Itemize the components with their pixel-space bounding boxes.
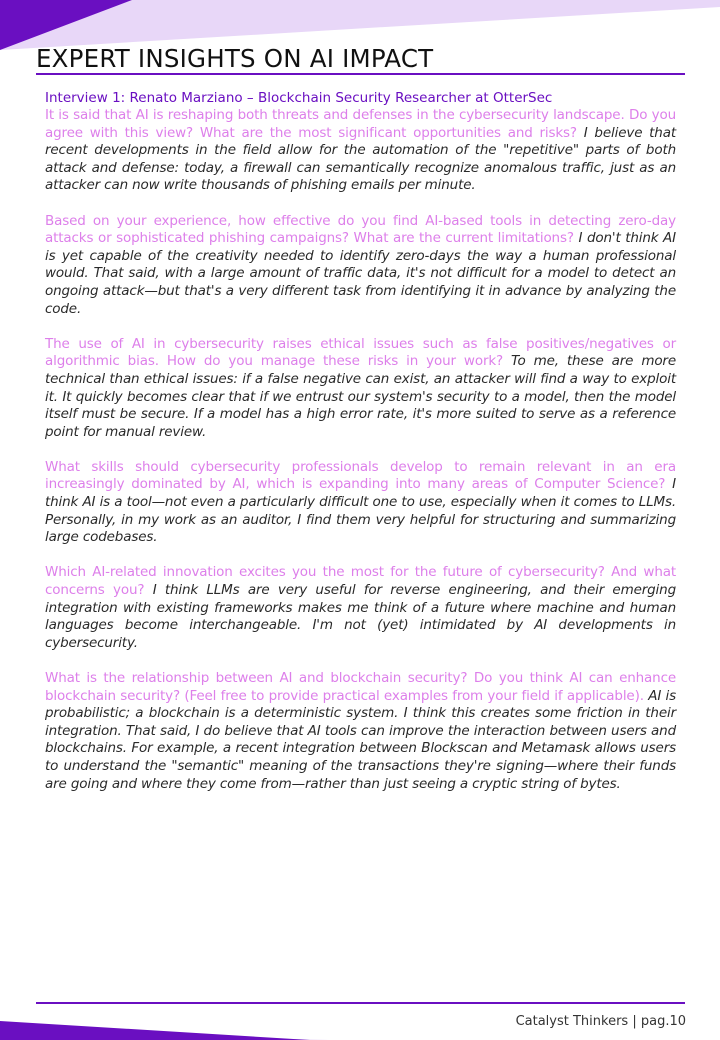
question-text: What skills should cybersecurity professionals develop to remain relevant in an era increasingly dominated by AI, which is expanding into many areas of Computer Science? bbox=[45, 458, 676, 493]
title-divider bbox=[36, 73, 685, 75]
qa-item bbox=[45, 336, 676, 442]
bottom-decoration bbox=[0, 1010, 720, 1040]
top-decoration bbox=[0, 0, 720, 50]
answer-text: I think AI is a tool—not even a particularly difficult one to use, especially when it comes to LLMs. Personally, in my work as an auditor, I find them very helpful for structuring and summarizing large codebases. bbox=[45, 476, 676, 546]
answer-text: I believe that recent developments in the field allow for the automation of the "repetitive" parts of both attack and defense: today, a firewall can semantically recognize anomalous traffic, just as an attacker can now write thousands of phishing emails per minute. bbox=[45, 124, 676, 194]
question-text: What is the relationship between AI and blockchain security? Do you think AI can enhance blockchain security? (Feel free to provide practical examples from your field if applicable). bbox=[45, 670, 676, 704]
qa-item bbox=[45, 213, 676, 319]
interview-heading: Interview 1: Renato Marziano – Blockchain Security Researcher at OtterSec bbox=[45, 90, 553, 106]
footer-divider bbox=[36, 1002, 685, 1004]
answer-text: I think LLMs are very useful for reverse engineering, and their emerging integration with existing frameworks makes me think of a future where machine and human languages become interchangeable. I'm not (yet) intimidated by AI developments in cybersecurity. bbox=[45, 582, 676, 651]
qa-item bbox=[45, 459, 676, 547]
answer-text: To me, these are more technical than ethical issues: if a false negative can exist, an attacker will find a way to exploit it. It quickly becomes clear that if we entrust our system's security to a model, then the model itself must be secure. If a model has a high error rate, it's more suited to serve as a reference point for manual review. bbox=[45, 353, 676, 440]
question-text: The use of AI in cybersecurity raises ethical issues such as false positives/negatives or algorithmic bias. How do you manage these risks in your work? bbox=[45, 335, 676, 370]
page-title: EXPERT INSIGHTS ON AI IMPACT bbox=[36, 44, 434, 73]
qa-item bbox=[45, 107, 676, 195]
interview-content bbox=[45, 89, 676, 811]
question-text: Which AI-related innovation excites you the most for the future of cybersecurity? And what concerns you? bbox=[45, 564, 676, 599]
answer-text: I don't think AI is yet capable of the creativity needed to identify zero-days the way a human professional would. That said, with a large amount of traffic data, it's not difficult for a model to detect an ongoing attack—but that's a very different task from identifying it in advance by analyzing the code. bbox=[45, 230, 676, 317]
qa-item bbox=[45, 670, 676, 793]
question-text: Based on your experience, how effective do you find AI-based tools in detecting zero-day attacks or sophisticated phishing campaigns? What are the current limitations? bbox=[45, 212, 676, 247]
question-text: It is said that AI is reshaping both threats and defenses in the cybersecurity landscape. Do you agree with this view? What are the most significant opportunities and risks? bbox=[45, 107, 676, 141]
page-footer: Catalyst Thinkers | pag.10 bbox=[515, 1014, 686, 1029]
answer-text: AI is probabilistic; a blockchain is a deterministic system. I think this creates some friction in their integration. That said, I do believe that AI tools can improve the interaction between users and blockchains. For example, a recent integration between Blockscan and Metamask allows users to understand the "semantic" meaning of the transactions they're signing—where their funds are going and where they come from—rather than just seeing a cryptic string of bytes. bbox=[45, 687, 677, 792]
qa-item bbox=[45, 564, 676, 652]
